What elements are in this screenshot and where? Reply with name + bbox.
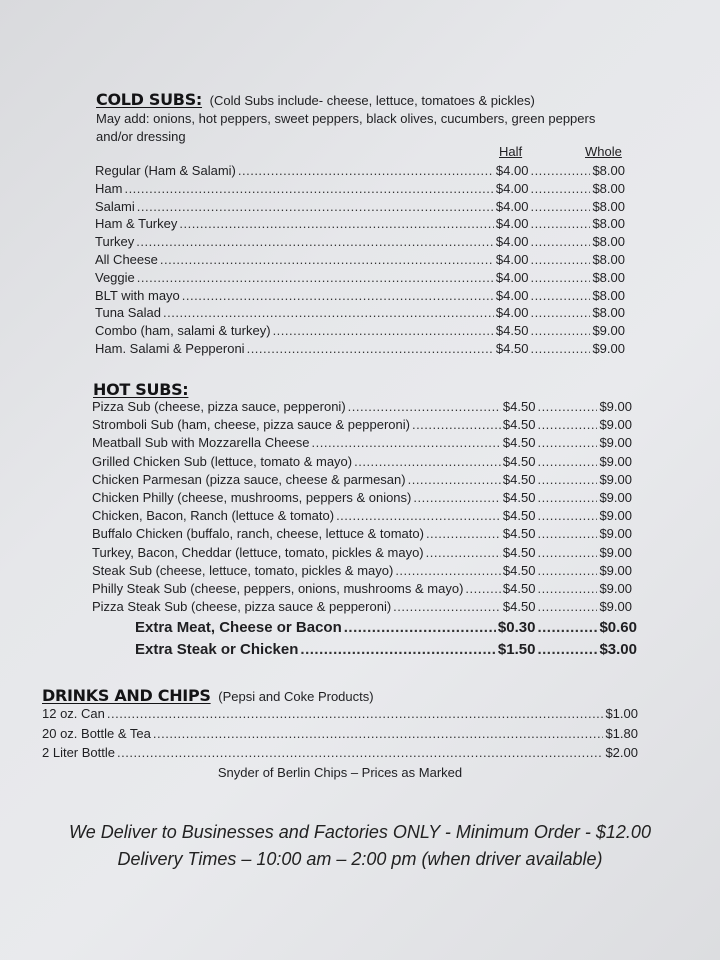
price-half: $4.50 [502,581,536,596]
hot-sub-row [92,526,632,544]
dot-leader [160,252,494,267]
dot-leader [530,181,590,196]
price-whole: $8.00 [592,234,625,250]
price-half: $4.50 [502,417,536,433]
price-whole: $8.00 [592,305,625,321]
price-half: $1.50 [497,641,536,658]
dot-leader [163,305,494,320]
price-half: $4.00 [495,269,529,285]
item-name: Veggie [95,269,135,285]
price-half: $4.50 [502,562,536,578]
hot-sub-row [92,454,632,472]
dot-leader [273,323,494,338]
price-whole: $9.00 [599,508,632,524]
dot-leader [537,490,597,505]
item-price: $1.80 [605,725,638,741]
price-half: $4.00 [495,287,529,303]
item-name: Grilled Chicken Sub (lettuce, tomato & mayo) [92,453,353,469]
item-price: $2.00 [605,745,638,760]
item-name: Chicken, Bacon, Ranch (lettuce & tomato) [92,508,335,524]
hot-sub-row [92,581,632,599]
price-half: $4.50 [502,599,536,615]
extra-row [135,641,637,659]
drink-row [42,706,638,724]
item-name: Tuna Salad [95,305,162,321]
price-whole: $9.00 [592,341,625,356]
column-half-header: Half [499,144,523,159]
item-name: Ham [95,180,123,196]
cold-sub-row [95,305,625,323]
price-half: $4.50 [502,453,536,469]
dot-leader [530,163,590,178]
price-whole: $8.00 [592,252,625,267]
drinks-note: (Pepsi and Coke Products) [218,689,374,704]
dot-leader [312,435,501,450]
price-whole: $8.00 [592,216,625,232]
price-whole: $0.60 [599,619,637,636]
price-whole: $9.00 [599,562,632,578]
cold-sub-row [95,216,625,234]
item-name: Steak Sub (cheese, lettuce, tomato, pickles & mayo) [92,562,394,578]
dot-leader [530,270,590,285]
price-whole: $9.00 [599,599,632,615]
delivery-times: Delivery Times – 10:00 am – 2:00 pm (when driver available) [117,849,603,869]
dot-leader [354,454,501,469]
dot-leader [530,323,590,338]
price-half: $4.50 [502,471,536,487]
item-price: $1.00 [605,706,638,721]
price-half: $4.50 [502,490,536,505]
delivery-note: We Deliver to Businesses and Factories ONLY - Minimum Order - $12.00 [69,822,651,842]
hot-sub-row [92,417,632,435]
drinks-header [42,686,374,705]
item-name: Extra Steak or Chicken [135,641,299,658]
price-half: $4.00 [495,216,529,232]
cold-subs-heading: COLD SUBS: [96,90,203,109]
dot-leader [537,508,597,523]
dot-leader [117,745,603,760]
item-name: Pizza Sub (cheese, pizza sauce, pepperoni) [92,399,346,414]
drink-row [42,745,638,763]
price-half: $4.50 [502,435,536,451]
dot-leader [395,563,501,578]
price-half: $4.00 [495,234,529,250]
hot-subs-heading: HOT SUBS: [93,380,189,399]
dot-leader [537,435,597,450]
item-name: Ham. Salami & Pepperoni [95,341,245,356]
dot-leader [426,526,501,541]
price-whole: $3.00 [599,641,637,658]
cold-subs-may-add: May add: onions, hot peppers, sweet peppers, black olives, cucumbers, green peppers [96,111,596,126]
item-name: Combo (ham, salami & turkey) [95,323,271,339]
cold-sub-row [95,181,625,199]
price-whole: $9.00 [599,526,632,542]
item-name: Pizza Steak Sub (cheese, pizza sauce & pepperoni) [92,599,392,615]
dot-leader [530,341,590,356]
price-whole: $9.00 [599,471,632,487]
price-half: $4.00 [495,163,529,178]
item-name: 12 oz. Can [42,706,105,721]
hot-sub-row [92,508,632,526]
dot-leader [426,545,501,560]
dot-leader [537,619,597,636]
price-whole: $8.00 [592,287,625,303]
hot-sub-row [92,490,632,508]
item-name: Turkey, Bacon, Cheddar (lettuce, tomato, pickles & mayo) [92,544,424,560]
dot-leader [530,199,590,214]
item-name: Ham & Turkey [95,216,178,232]
item-name: Salami [95,198,135,214]
item-name: Meatball Sub with Mozzarella Cheese [92,435,310,451]
item-name: Turkey [95,234,135,250]
cold-sub-row [95,199,625,217]
cold-sub-row [95,288,625,306]
dot-leader [124,181,493,196]
dot-leader [336,508,501,523]
item-name: Stromboli Sub (ham, cheese, pizza sauce & pepperoni) [92,417,410,433]
cold-subs-header [96,90,535,109]
price-half: $4.00 [495,180,529,196]
dot-leader [537,417,597,432]
price-half: $4.50 [495,341,529,356]
cold-subs-note: (Cold Subs include- cheese, lettuce, tomatoes & pickles) [209,93,535,108]
price-whole: $8.00 [592,198,625,214]
dot-leader [413,490,501,505]
price-half: $4.00 [495,252,529,267]
price-whole: $9.00 [599,490,632,505]
price-whole: $8.00 [592,163,625,178]
dot-leader [537,472,597,487]
hot-sub-row [92,399,632,417]
dot-leader [537,526,597,541]
item-name: BLT with mayo [95,287,180,303]
hot-sub-row [92,472,632,490]
dot-leader [537,454,597,469]
dot-leader [300,641,496,658]
hot-sub-row [92,435,632,453]
price-whole: $8.00 [592,180,625,196]
dot-leader [537,581,597,596]
item-name: All Cheese [95,252,158,267]
price-whole: $9.00 [599,453,632,469]
hot-sub-row [92,599,632,617]
hot-sub-row [92,563,632,581]
price-whole: $9.00 [599,417,632,433]
dot-leader [530,252,590,267]
price-whole: $9.00 [599,435,632,451]
cold-sub-row [95,270,625,288]
item-name: Chicken Parmesan (pizza sauce, cheese & parmesan) [92,471,406,487]
price-half: $4.50 [502,399,536,414]
cold-sub-row [95,163,625,181]
dot-leader [530,288,590,303]
price-whole: $9.00 [599,399,632,414]
dot-leader [179,216,494,231]
item-name: 2 Liter Bottle [42,745,115,760]
dot-leader [530,216,590,231]
dot-leader [537,641,597,658]
hot-sub-row [92,545,632,563]
price-whole: $9.00 [599,581,632,596]
dot-leader [408,472,501,487]
dot-leader [107,706,604,721]
cold-sub-row [95,252,625,270]
dot-leader [238,163,494,178]
dot-leader [136,234,494,249]
price-half: $4.50 [502,526,536,542]
cold-subs-may-add-2: and/or dressing [96,129,186,144]
item-name: Philly Steak Sub (cheese, peppers, onions, mushrooms & mayo) [92,581,464,596]
dot-leader [537,563,597,578]
dot-leader [530,305,590,320]
dot-leader [137,199,494,214]
dot-leader [153,726,604,741]
price-half: $0.30 [497,619,536,636]
dot-leader [412,417,501,432]
dot-leader [247,341,494,356]
chips-note: Snyder of Berlin Chips – Prices as Marked [217,765,463,780]
price-whole: $9.00 [592,323,625,339]
price-half: $4.50 [502,508,536,524]
dot-leader [393,599,501,614]
dot-leader [537,545,597,560]
dot-leader [465,581,501,596]
item-name: Extra Meat, Cheese or Bacon [135,619,342,636]
hot-subs-header [93,380,188,399]
cold-sub-row [95,323,625,341]
dot-leader [348,399,501,414]
extra-row [135,619,637,637]
price-half: $4.50 [495,323,529,339]
cold-sub-row [95,341,625,359]
price-whole: $8.00 [592,269,625,285]
price-whole: $9.00 [599,544,632,560]
price-half: $4.50 [502,544,536,560]
price-half: $4.00 [495,198,529,214]
item-name: Regular (Ham & Salami) [95,163,236,178]
drink-row [42,726,638,744]
dot-leader [530,234,590,249]
dot-leader [537,599,597,614]
item-name: Buffalo Chicken (buffalo, ranch, cheese, lettuce & tomato) [92,526,424,542]
dot-leader [137,270,494,285]
drinks-heading: DRINKS AND CHIPS [42,686,211,705]
price-half: $4.00 [495,305,529,321]
column-whole-header: Whole [585,144,622,159]
item-name: 20 oz. Bottle & Tea [42,725,151,741]
cold-sub-row [95,234,625,252]
item-name: Chicken Philly (cheese, mushrooms, peppers & onions) [92,490,412,505]
dot-leader [537,399,597,414]
dot-leader [182,288,494,303]
dot-leader [344,619,496,636]
